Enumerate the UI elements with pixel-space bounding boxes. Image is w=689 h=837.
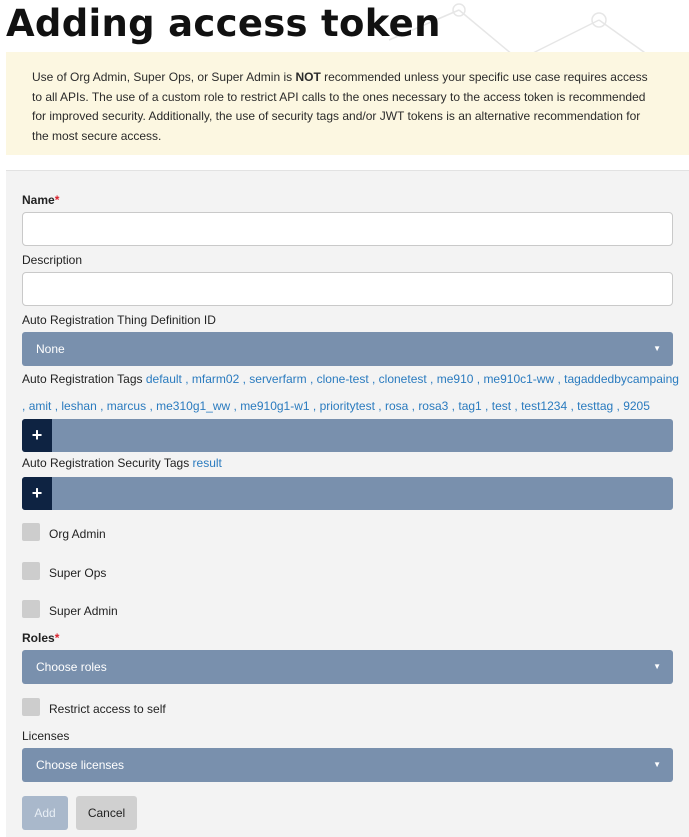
tag-separator: ,	[448, 399, 456, 413]
tag-separator: ,	[309, 399, 317, 413]
tag-separator: ,	[96, 399, 104, 413]
tag-separator: ,	[51, 399, 59, 413]
tag-link[interactable]: clonetest	[378, 372, 427, 386]
security-tag-link[interactable]: result	[192, 456, 222, 470]
tag-link[interactable]: prioritytest	[319, 399, 375, 413]
tag-link[interactable]: marcus	[106, 399, 147, 413]
auto-registration-tags-label: Auto Registration Tags	[22, 372, 143, 386]
security-warning-banner	[6, 52, 689, 155]
tag-link[interactable]: tag1	[458, 399, 482, 413]
required-marker: *	[54, 631, 60, 645]
tag-link[interactable]: 9205	[623, 399, 650, 413]
org-admin-label: Org Admin	[49, 527, 106, 541]
chevron-down-icon: ▼	[653, 344, 661, 353]
add-security-tag-button[interactable]: +	[22, 477, 52, 510]
security-tags-list	[22, 450, 682, 477]
name-input[interactable]	[22, 212, 673, 246]
restrict-self-checkbox[interactable]	[22, 698, 40, 716]
security-tags-label: Auto Registration Security Tags	[22, 456, 190, 470]
required-marker: *	[54, 193, 60, 207]
description-label: Description	[22, 253, 83, 267]
tag-separator: ,	[239, 372, 246, 386]
tag-link[interactable]: tagaddedbycampaing	[564, 372, 679, 386]
tag-separator: ,	[511, 399, 518, 413]
tag-separator: ,	[230, 399, 237, 413]
tag-link[interactable]: me310g1_ww	[156, 399, 231, 413]
tag-separator: ,	[306, 372, 314, 386]
super-admin-checkbox[interactable]	[22, 600, 40, 618]
tag-separator: ,	[426, 372, 434, 386]
add-button[interactable]: Add	[22, 796, 68, 830]
roles-label	[22, 631, 59, 645]
tag-separator: ,	[408, 399, 415, 413]
roles-select[interactable]	[22, 650, 673, 684]
licenses-placeholder: Choose licenses	[36, 758, 125, 772]
tag-separator: ,	[368, 372, 376, 386]
description-input[interactable]	[22, 272, 673, 306]
roles-label-text: Roles	[22, 631, 55, 645]
chevron-down-icon: ▼	[653, 760, 661, 769]
warning-text-after: recommended unless your specific use case requires access to all APIs. The use of a custom role to restrict API calls to the ones necessary to the access token is recommended for improved security. Additionally, the use of security tags and/or JWT tokens is an alternative recommendation for the most secure access.	[32, 70, 648, 143]
org-admin-checkbox[interactable]	[22, 523, 40, 541]
name-label-text: Name	[22, 193, 55, 207]
tag-separator: ,	[22, 399, 26, 413]
super-ops-label: Super Ops	[49, 566, 107, 580]
tag-link[interactable]: me910g1-w1	[240, 399, 310, 413]
tag-separator: ,	[481, 399, 489, 413]
tag-link[interactable]: testtag	[577, 399, 614, 413]
name-label	[22, 193, 59, 207]
tag-separator: ,	[554, 372, 561, 386]
roles-placeholder: Choose roles	[36, 660, 107, 674]
tag-separator: ,	[613, 399, 620, 413]
tag-link[interactable]: me910c1-ww	[483, 372, 555, 386]
tag-link[interactable]: default	[145, 372, 182, 386]
tag-separator: ,	[374, 399, 382, 413]
warning-text-emphasis: NOT	[295, 70, 321, 84]
tag-link[interactable]: test1234	[521, 399, 568, 413]
tag-link[interactable]: rosa	[384, 399, 409, 413]
chevron-down-icon: ▼	[653, 662, 661, 671]
add-tag-button[interactable]: +	[22, 419, 52, 452]
super-ops-checkbox[interactable]	[22, 562, 40, 580]
auto-registration-tags-list	[22, 366, 682, 420]
tag-separator: ,	[146, 399, 153, 413]
auto-registration-tags-input[interactable]	[22, 419, 673, 452]
thing-definition-value: None	[36, 342, 65, 356]
security-tags-input[interactable]	[22, 477, 673, 510]
tag-link[interactable]: test	[491, 399, 512, 413]
tag-link[interactable]: me910	[436, 372, 474, 386]
page-title: Adding access token	[6, 2, 441, 45]
tag-separator: ,	[567, 399, 574, 413]
tag-link[interactable]: leshan	[61, 399, 97, 413]
thing-definition-label: Auto Registration Thing Definition ID	[22, 313, 216, 327]
licenses-label: Licenses	[22, 729, 70, 743]
super-admin-label: Super Admin	[49, 604, 118, 618]
tag-link[interactable]: serverfarm	[249, 372, 307, 386]
restrict-self-label: Restrict access to self	[49, 702, 166, 716]
tag-separator: ,	[473, 372, 481, 386]
tag-link[interactable]: mfarm02	[191, 372, 240, 386]
security-tag-links	[193, 456, 222, 470]
access-token-form	[6, 170, 689, 837]
tag-separator: ,	[181, 372, 189, 386]
tag-link[interactable]: clone-test	[316, 372, 369, 386]
licenses-select[interactable]	[22, 748, 673, 782]
cancel-button[interactable]: Cancel	[76, 796, 137, 830]
warning-text-before: Use of Org Admin, Super Ops, or Super Admin is	[32, 70, 296, 84]
tag-link[interactable]: amit	[28, 399, 52, 413]
thing-definition-select[interactable]	[22, 332, 673, 366]
tag-link[interactable]: rosa3	[418, 399, 449, 413]
